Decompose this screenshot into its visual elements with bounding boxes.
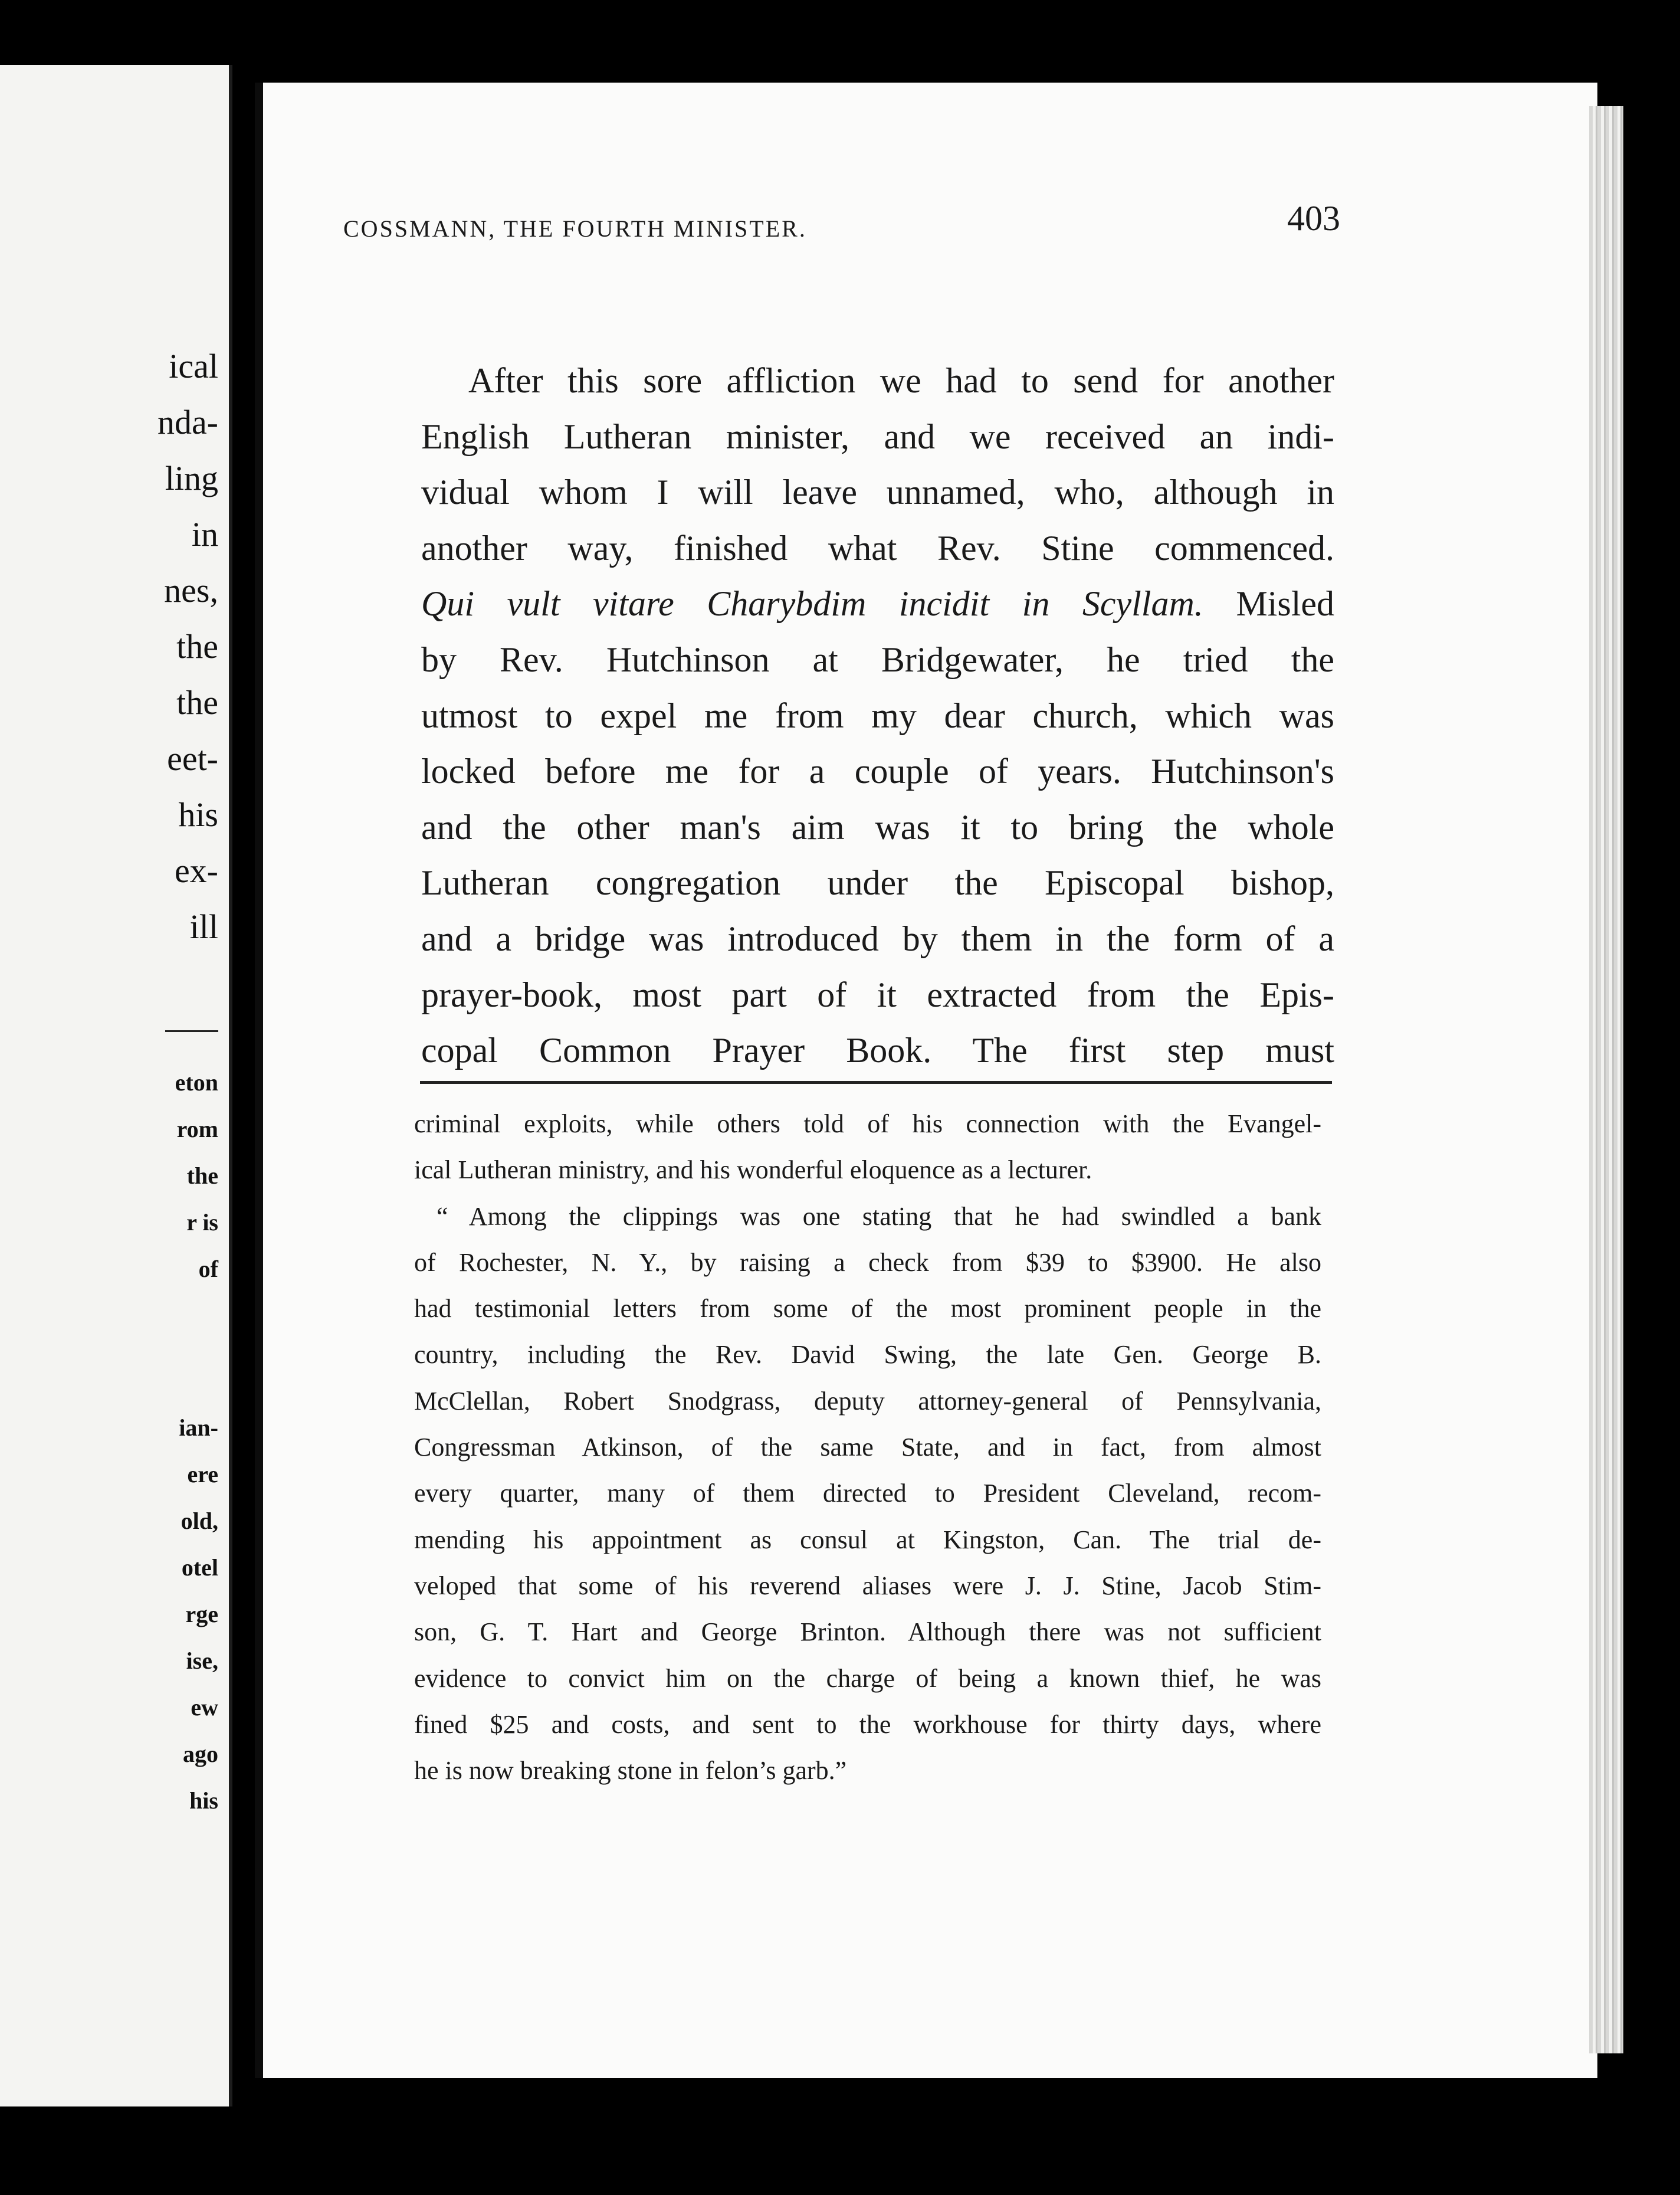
body-line-rest: Misled (1236, 584, 1334, 624)
footnote (414, 1101, 1321, 1794)
left-footnote-fragment: old, (181, 1508, 218, 1534)
left-page-fragment: ical (169, 347, 218, 385)
footnote-rule (420, 1081, 1332, 1084)
body-line: Lutheran congregation under the Episcopal bishop, (421, 863, 1334, 903)
footnote-line: had testimonial letters from some of the most prominent people in the (414, 1294, 1321, 1323)
running-title: COSSMANN, THE FOURTH MINISTER. (343, 215, 807, 242)
footnote-line: veloped that some of his reverend aliases were J. J. Stine, Jacob Stim- (414, 1571, 1321, 1600)
left-page-fragment: ling (165, 459, 218, 497)
body-line: English Lutheran minister, and we received an indi- (421, 417, 1334, 456)
footnote-line: “ Among the clippings was one stating that he had swindled a bank (437, 1201, 1321, 1231)
body-line: utmost to expel me from my dear church, which was (421, 696, 1334, 735)
left-footnote-fragment: rom (176, 1116, 218, 1142)
running-head (343, 198, 1346, 245)
footnote-line: mending his appointment as consul at Kingston, Can. The trial de- (414, 1525, 1321, 1554)
footnote-line: son, G. T. Hart and George Brinton. Although there was not sufficient (414, 1617, 1321, 1647)
body-line: After this sore affliction we had to send for another (468, 361, 1334, 400)
left-footnote-fragment: ago (183, 1741, 218, 1767)
left-footnote-fragment: of (198, 1256, 218, 1282)
left-page-fragment: nda- (157, 403, 218, 441)
footnote-line: Congressman Atkinson, of the same State, and in fact, from almost (414, 1433, 1321, 1462)
left-page-fragment: in (191, 515, 218, 553)
body-line: prayer-book, most part of it extracted from the Epis- (421, 975, 1334, 1014)
footnote-line: evidence to convict him on the charge of being a known thief, he was (414, 1663, 1321, 1693)
body-line: and the other man's aim was it to bring the whole (421, 807, 1334, 847)
page-edges (1589, 106, 1623, 2053)
left-footnote-fragment: his (189, 1787, 218, 1814)
left-footnote-fragment: ian- (179, 1414, 218, 1441)
latin-quote: Qui vult vitare Charybdim incidit in Scyllam. (421, 584, 1203, 624)
body-line: by Rev. Hutchinson at Bridgewater, he tried the (421, 640, 1334, 679)
left-footnote-fragment: ere (187, 1461, 218, 1488)
body-text (421, 353, 1334, 1079)
footnote-line: fined $25 and costs, and sent to the workhouse for thirty days, where (414, 1709, 1321, 1739)
left-footnote-fragment: ise, (186, 1647, 218, 1674)
left-footnote-fragment: r is (186, 1209, 218, 1236)
footnote-line: every quarter, many of them directed to President Cleveland, recom- (414, 1479, 1321, 1508)
left-footnote-fragment: rge (185, 1601, 218, 1627)
left-page-fragment: nes, (164, 571, 218, 610)
left-page-fragment: the (176, 627, 218, 666)
left-footnote-fragment: the (186, 1162, 218, 1189)
body-line: vidual whom I will leave unnamed, who, although in (421, 473, 1334, 512)
body-line: and a bridge was introduced by them in the form of a (421, 919, 1334, 958)
left-page-fragment: ex- (174, 851, 218, 890)
left-page-fragment: eet- (167, 739, 218, 778)
page-number: 403 (1287, 199, 1340, 238)
left-page (0, 65, 232, 2106)
left-footnote-fragment: otel (181, 1554, 218, 1581)
left-page-fragment: ill (189, 908, 218, 946)
footnote-line: of Rochester, N. Y., by raising a check from $39 to $3900. He also (414, 1247, 1321, 1277)
left-footnote-rule (165, 1030, 218, 1032)
footnote-line: country, including the Rev. David Swing, the late Gen. George B. (414, 1340, 1321, 1370)
body-line: another way, finished what Rev. Stine commenced. (421, 528, 1334, 568)
left-page-fragment: the (176, 683, 218, 722)
left-page-fragment: his (178, 795, 218, 834)
body-line: locked before me for a couple of years. Hutchinson's (421, 752, 1334, 791)
footnote-line: ical Lutheran ministry, and his wonderful eloquence as a lecturer. (414, 1155, 1092, 1185)
footnote-line: McClellan, Robert Snodgrass, deputy attorney-general of Pennsylvania, (414, 1386, 1321, 1416)
footnote-line: he is now breaking stone in felon’s garb.” (414, 1756, 847, 1786)
left-footnote-fragment: eton (175, 1069, 218, 1096)
left-footnote-fragment: ew (191, 1694, 218, 1721)
body-line: copal Common Prayer Book. The first step must (421, 1031, 1334, 1070)
body-line (421, 576, 1334, 632)
footnote-line: criminal exploits, while others told of his connection with the Evangel- (414, 1109, 1321, 1138)
